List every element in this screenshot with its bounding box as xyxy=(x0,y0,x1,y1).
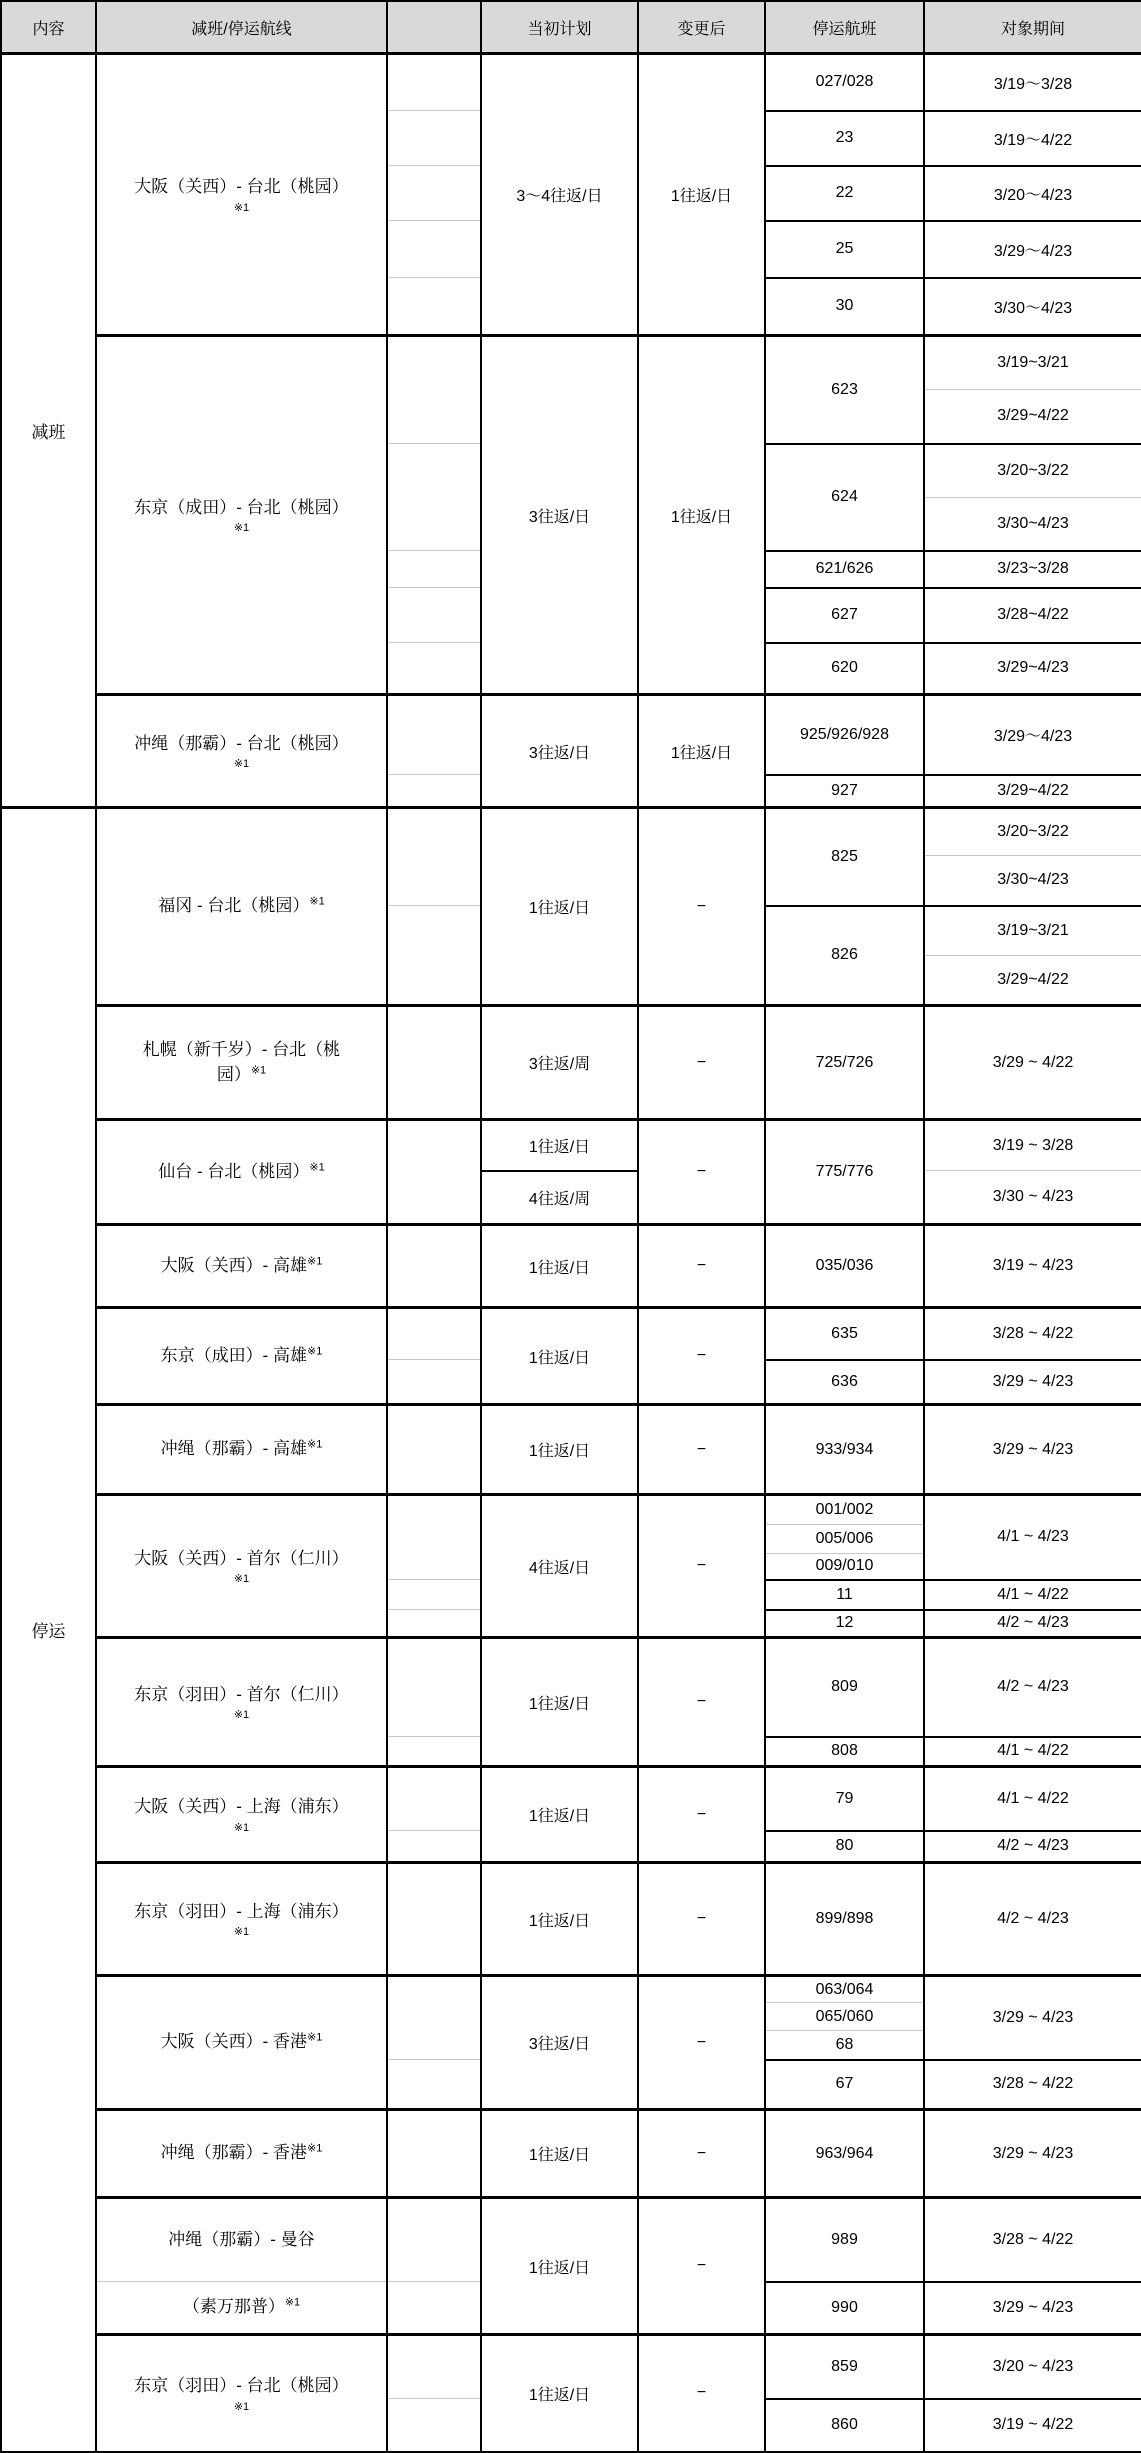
route-cell: 大阪（关西）- 台北（桃园） ※1 xyxy=(96,54,387,336)
blank-cell xyxy=(387,166,481,221)
flight-no-cell: 67 xyxy=(765,2060,924,2110)
table-row xyxy=(1,2110,1141,2198)
route-cell: 东京（成田）- 台北（桃园） ※1 xyxy=(96,336,387,695)
plan-cell: 1往返/日 xyxy=(481,2110,638,2198)
period-cell: 3/29～4/23 xyxy=(924,221,1141,278)
route-cell: 冲绳（那霸）- 曼谷 xyxy=(96,2198,387,2282)
changed-cell: 1往返/日 xyxy=(638,695,765,808)
period-cell: 3/20 ~ 4/23 xyxy=(924,2335,1141,2399)
table-row xyxy=(1,1638,1141,1737)
period-cell: 3/19～4/22 xyxy=(924,111,1141,166)
blank-cell xyxy=(387,2282,481,2335)
blank-cell xyxy=(387,1976,481,2060)
header-after-change: 变更后 xyxy=(638,1,765,54)
flight-no-cell: 68 xyxy=(765,2031,924,2060)
changed-cell: − xyxy=(638,1405,765,1495)
period-cell: 3/28 ~ 4/22 xyxy=(924,2198,1141,2282)
flight-no-cell: 990 xyxy=(765,2282,924,2335)
blank-cell xyxy=(387,588,481,643)
flight-no-cell: 989 xyxy=(765,2198,924,2282)
period-cell: 4/2 ~ 4/23 xyxy=(924,1638,1141,1737)
flight-no-cell: 809 xyxy=(765,1638,924,1737)
blank-cell xyxy=(387,551,481,588)
changed-cell: − xyxy=(638,1495,765,1638)
flight-no-cell: 22 xyxy=(765,166,924,221)
flight-no-cell: 825 xyxy=(765,808,924,906)
header-target-period: 对象期间 xyxy=(924,1,1141,54)
flight-no-cell: 001/002 xyxy=(765,1495,924,1525)
flight-no-cell: 063/064 xyxy=(765,1976,924,2003)
blank-cell xyxy=(387,1737,481,1767)
blank-cell xyxy=(387,695,481,775)
period-cell: 4/2 ~ 4/23 xyxy=(924,1610,1141,1638)
blank-cell xyxy=(387,775,481,808)
period-cell: 4/1 ~ 4/23 xyxy=(924,1495,1141,1580)
table-row xyxy=(1,336,1141,390)
plan-cell: 1往返/日 xyxy=(481,1638,638,1767)
blank-cell xyxy=(387,54,481,111)
flight-no-cell: 79 xyxy=(765,1767,924,1831)
period-cell: 3/28 ~ 4/22 xyxy=(924,2060,1141,2110)
flight-no-cell: 23 xyxy=(765,111,924,166)
period-cell: 3/30~4/23 xyxy=(924,498,1141,551)
period-cell: 3/28~4/22 xyxy=(924,588,1141,643)
changed-cell: − xyxy=(638,808,765,1006)
plan-cell: 3往返/周 xyxy=(481,1006,638,1120)
flight-no-cell: 11 xyxy=(765,1580,924,1610)
table-row xyxy=(1,1976,1141,2003)
blank-cell xyxy=(387,1638,481,1737)
period-cell: 3/29 ~ 4/23 xyxy=(924,2282,1141,2335)
table-row xyxy=(1,1308,1141,1360)
blank-cell xyxy=(387,1120,481,1225)
period-cell: 3/29~4/23 xyxy=(924,643,1141,695)
period-cell: 3/19~3/21 xyxy=(924,336,1141,390)
flight-no-cell: 30 xyxy=(765,278,924,336)
blank-cell xyxy=(387,1863,481,1976)
period-cell: 3/29 ~ 4/23 xyxy=(924,2110,1141,2198)
changed-cell: − xyxy=(638,2198,765,2335)
flight-no-cell: 933/934 xyxy=(765,1405,924,1495)
plan-cell: 1往返/日 xyxy=(481,1308,638,1405)
changed-cell: − xyxy=(638,1006,765,1120)
changed-cell: − xyxy=(638,1976,765,2110)
header-route: 减班/停运航线 xyxy=(96,1,387,54)
blank-cell xyxy=(387,278,481,336)
table-row xyxy=(1,1863,1141,1976)
route-cell: 东京（羽田）- 首尔（仁川） ※1 xyxy=(96,1638,387,1767)
period-cell: 3/29~4/22 xyxy=(924,775,1141,808)
period-cell: 4/1 ~ 4/22 xyxy=(924,1737,1141,1767)
blank-cell xyxy=(387,1767,481,1831)
flight-no-cell: 027/028 xyxy=(765,54,924,111)
blank-cell xyxy=(387,1006,481,1120)
blank-cell xyxy=(387,1610,481,1638)
blank-cell xyxy=(387,2198,481,2282)
blank-cell xyxy=(387,2110,481,2198)
changed-cell: − xyxy=(638,1863,765,1976)
table-row xyxy=(1,695,1141,775)
route-cell: （素万那普）$^{※1}$ xyxy=(96,2282,387,2335)
flight-no-cell: 927 xyxy=(765,775,924,808)
period-cell: 4/2 ~ 4/23 xyxy=(924,1831,1141,1863)
period-cell: 3/20~3/22 xyxy=(924,808,1141,856)
flight-no-cell: 725/726 xyxy=(765,1006,924,1120)
blank-cell xyxy=(387,1225,481,1308)
header-content: 内容 xyxy=(1,1,96,54)
period-cell: 3/19 ~ 4/22 xyxy=(924,2399,1141,2452)
table-row xyxy=(1,2198,1141,2282)
blank-cell xyxy=(387,336,481,444)
period-cell: 3/20~3/22 xyxy=(924,444,1141,498)
plan-cell: 4往返/周 xyxy=(481,1171,638,1225)
route-cell: 东京（羽田）- 上海（浦东） ※1 xyxy=(96,1863,387,1976)
period-cell: 3/30～4/23 xyxy=(924,278,1141,336)
period-cell: 3/19~3/21 xyxy=(924,906,1141,956)
section-label-suspended: 停运 xyxy=(1,808,96,2452)
period-cell: 4/1 ~ 4/22 xyxy=(924,1580,1141,1610)
plan-cell: 1往返/日 xyxy=(481,2198,638,2335)
blank-cell xyxy=(387,2060,481,2110)
period-cell: 3/29 ~ 4/22 xyxy=(924,1006,1141,1120)
flight-no-cell: 899/898 xyxy=(765,1863,924,1976)
route-cell: 大阪（关西）- 首尔（仁川） ※1 xyxy=(96,1495,387,1638)
blank-cell xyxy=(387,444,481,551)
flight-no-cell: 808 xyxy=(765,1737,924,1767)
blank-cell xyxy=(387,221,481,278)
route-cell: 大阪（关西）- 高雄$^{※1}$ xyxy=(96,1225,387,1308)
period-cell: 3/29 ~ 4/23 xyxy=(924,1976,1141,2060)
changed-cell: − xyxy=(638,1225,765,1308)
period-cell: 3/19～3/28 xyxy=(924,54,1141,111)
table-row xyxy=(1,808,1141,856)
flight-no-cell: 80 xyxy=(765,1831,924,1863)
table-row xyxy=(1,2335,1141,2399)
flight-no-cell: 005/006 xyxy=(765,1525,924,1554)
route-cell: 仙台 - 台北（桃园）$^{※1}$ xyxy=(96,1120,387,1225)
plan-cell: 3～4往返/日 xyxy=(481,54,638,336)
flight-no-cell: 635 xyxy=(765,1308,924,1360)
flight-no-cell: 627 xyxy=(765,588,924,643)
flight-no-cell: 925/926/928 xyxy=(765,695,924,775)
period-cell: 3/30 ~ 4/23 xyxy=(924,1171,1141,1225)
route-cell: 冲绳（那霸）- 高雄$^{※1}$ xyxy=(96,1405,387,1495)
flight-no-cell: 035/036 xyxy=(765,1225,924,1308)
plan-cell: 1往返/日 xyxy=(481,1767,638,1863)
plan-cell: 3往返/日 xyxy=(481,695,638,808)
route-cell: 福冈 - 台北（桃园）$^{※1}$ xyxy=(96,808,387,1006)
changed-cell: − xyxy=(638,2335,765,2452)
blank-cell xyxy=(387,906,481,1006)
period-cell: 3/30~4/23 xyxy=(924,856,1141,906)
changed-cell: − xyxy=(638,1638,765,1767)
plan-cell: 3往返/日 xyxy=(481,336,638,695)
flight-no-cell: 860 xyxy=(765,2399,924,2452)
header-row xyxy=(1,1,1141,54)
plan-cell: 1往返/日 xyxy=(481,1863,638,1976)
period-cell: 3/29~4/22 xyxy=(924,390,1141,444)
plan-cell: 1往返/日 xyxy=(481,1405,638,1495)
blank-cell xyxy=(387,2335,481,2399)
route-cell: 东京（成田）- 高雄$^{※1}$ xyxy=(96,1308,387,1405)
flight-no-cell: 636 xyxy=(765,1360,924,1405)
flight-no-cell: 25 xyxy=(765,221,924,278)
flight-no-cell: 826 xyxy=(765,906,924,1006)
changed-cell: − xyxy=(638,1120,765,1225)
period-cell: 3/29~4/22 xyxy=(924,956,1141,1006)
plan-cell: 4往返/日 xyxy=(481,1495,638,1638)
flight-no-cell: 963/964 xyxy=(765,2110,924,2198)
table-row xyxy=(1,1006,1141,1120)
period-cell: 3/19 ~ 3/28 xyxy=(924,1120,1141,1171)
table-row xyxy=(1,1405,1141,1495)
route-cell: 冲绳（那霸）- 台北（桃园） ※1 xyxy=(96,695,387,808)
changed-cell: − xyxy=(638,2110,765,2198)
route-cell: 东京（羽田）- 台北（桃园） ※1 xyxy=(96,2335,387,2452)
changed-cell: 1往返/日 xyxy=(638,336,765,695)
header-original-plan: 当初计划 xyxy=(481,1,638,54)
blank-cell xyxy=(387,2399,481,2452)
flight-no-cell: 065/060 xyxy=(765,2003,924,2031)
period-cell: 4/2 ~ 4/23 xyxy=(924,1863,1141,1976)
plan-cell: 1往返/日 xyxy=(481,808,638,1006)
table-row xyxy=(1,54,1141,111)
changed-cell: 1往返/日 xyxy=(638,54,765,336)
changed-cell: − xyxy=(638,1308,765,1405)
blank-cell xyxy=(387,1360,481,1405)
period-cell: 3/20～4/23 xyxy=(924,166,1141,221)
plan-cell: 3往返/日 xyxy=(481,1976,638,2110)
blank-cell xyxy=(387,1831,481,1863)
period-cell: 3/29～4/23 xyxy=(924,695,1141,775)
flight-no-cell: 009/010 xyxy=(765,1554,924,1580)
route-cell: 冲绳（那霸）- 香港$^{※1}$ xyxy=(96,2110,387,2198)
flight-no-cell: 620 xyxy=(765,643,924,695)
blank-cell xyxy=(387,111,481,166)
flight-no-cell: 12 xyxy=(765,1610,924,1638)
period-cell: 3/29 ~ 4/23 xyxy=(924,1405,1141,1495)
period-cell: 4/1 ~ 4/22 xyxy=(924,1767,1141,1831)
plan-cell: 1往返/日 xyxy=(481,1120,638,1171)
period-cell: 3/28 ~ 4/22 xyxy=(924,1308,1141,1360)
header-suspended-flights: 停运航班 xyxy=(765,1,924,54)
flight-no-cell: 775/776 xyxy=(765,1120,924,1225)
header-blank xyxy=(387,1,481,54)
blank-cell xyxy=(387,643,481,695)
table-row xyxy=(1,1120,1141,1171)
section-label-reduced: 减班 xyxy=(1,54,96,808)
plan-cell: 1往返/日 xyxy=(481,1225,638,1308)
table-row xyxy=(1,1495,1141,1525)
period-cell: 3/19 ~ 4/23 xyxy=(924,1225,1141,1308)
blank-cell xyxy=(387,808,481,906)
table-row xyxy=(1,1225,1141,1308)
route-cell: 大阪（关西）- 香港$^{※1}$ xyxy=(96,1976,387,2110)
blank-cell xyxy=(387,1495,481,1580)
changed-cell: − xyxy=(638,1767,765,1863)
route-cell: 札幌（新千岁）- 台北（桃园）$^{※1}$ xyxy=(96,1006,387,1120)
flight-no-cell: 624 xyxy=(765,444,924,551)
table-row xyxy=(1,1767,1141,1831)
blank-cell xyxy=(387,1580,481,1610)
period-cell: 3/29 ~ 4/23 xyxy=(924,1360,1141,1405)
route-cell: 大阪（关西）- 上海（浦东） ※1 xyxy=(96,1767,387,1863)
flight-no-cell: 621/626 xyxy=(765,551,924,588)
flight-no-cell: 623 xyxy=(765,336,924,444)
flight-no-cell: 859 xyxy=(765,2335,924,2399)
period-cell: 3/23~3/28 xyxy=(924,551,1141,588)
blank-cell xyxy=(387,1308,481,1360)
blank-cell xyxy=(387,1405,481,1495)
plan-cell: 1往返/日 xyxy=(481,2335,638,2452)
